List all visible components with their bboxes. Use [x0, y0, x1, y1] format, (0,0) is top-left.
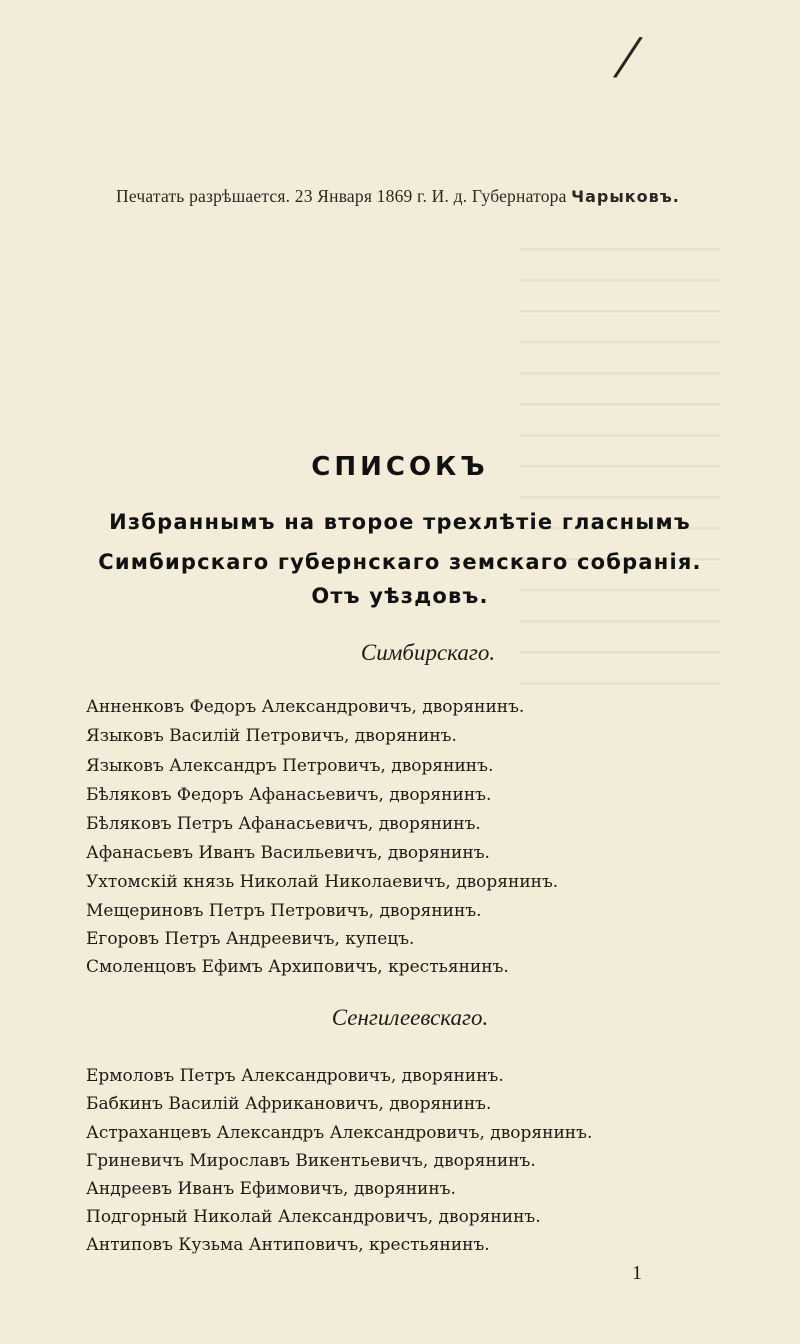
subtitle-line-3: Отъ уѣздовъ.	[311, 584, 489, 608]
entry-text: Подгорный Николай Александровичъ, дворянинъ.	[86, 1207, 541, 1227]
section-heading-simbirsk: Симбирскаго.	[360, 640, 496, 665]
entry-text: Ермоловъ Петръ Александровичъ, дворянинъ.	[86, 1066, 504, 1086]
entry-text: Языковъ Василій Петровичъ, дворянинъ.	[86, 726, 457, 746]
entry-text: Ухтомскій князь Николай Николаевичъ, дворянинъ.	[86, 872, 559, 892]
subtitle-line-1: Избраннымъ на второе трехлѣтіе гласнымъ	[109, 510, 691, 534]
entry-text: Бабкинъ Василій Африкановичъ, дворянинъ.	[86, 1094, 492, 1114]
entry-text: Гриневичъ Мирославъ Викентьевичъ, дворянинъ.	[86, 1151, 536, 1171]
entry-text: Афанасьевъ Иванъ Васильевичъ, дворянинъ.	[86, 843, 490, 863]
entry-text: Бѣляковъ Федоръ Афанасьевичъ, дворянинъ.	[86, 785, 492, 805]
subtitle-line-2: Симбирскаго губернскаго земскаго собранія.	[98, 550, 702, 574]
entry-text: Бѣляковъ Петръ Афанасьевичъ, дворянинъ.	[86, 814, 481, 834]
entry-text: Смоленцовъ Ефимъ Архиповичъ, крестьянинъ.	[86, 957, 509, 977]
entry-text: Антиповъ Кузьма Антиповичъ, крестьянинъ.	[86, 1235, 490, 1255]
entry-text: Андреевъ Иванъ Ефимовичъ, дворянинъ.	[86, 1179, 456, 1199]
entry-text: Егоровъ Петръ Андреевичъ, купецъ.	[86, 929, 415, 949]
document-title: СПИСОКЪ	[311, 452, 489, 482]
section-heading-sengiley: Сенгилеевскаго.	[331, 1005, 489, 1030]
page-number: 1	[632, 1262, 642, 1284]
entry-text: Языковъ Александръ Петровичъ, дворянинъ.	[86, 756, 494, 776]
entry-text: Анненковъ Федоръ Александровичъ, дворянинъ.	[86, 697, 525, 717]
entry-text: Мещериновъ Петръ Петровичъ, дворянинъ.	[86, 901, 482, 921]
censor-text: Печатать разрѣшается. 23 Января 1869 г. И. д. Губернатора	[116, 186, 567, 206]
censor-signature: Чарыковъ.	[571, 187, 680, 206]
entry-text: Астраханцевъ Александръ Александровичъ, дворянинъ.	[86, 1123, 593, 1143]
folio-mark: /	[614, 20, 640, 93]
censor-approval-line	[116, 186, 680, 207]
